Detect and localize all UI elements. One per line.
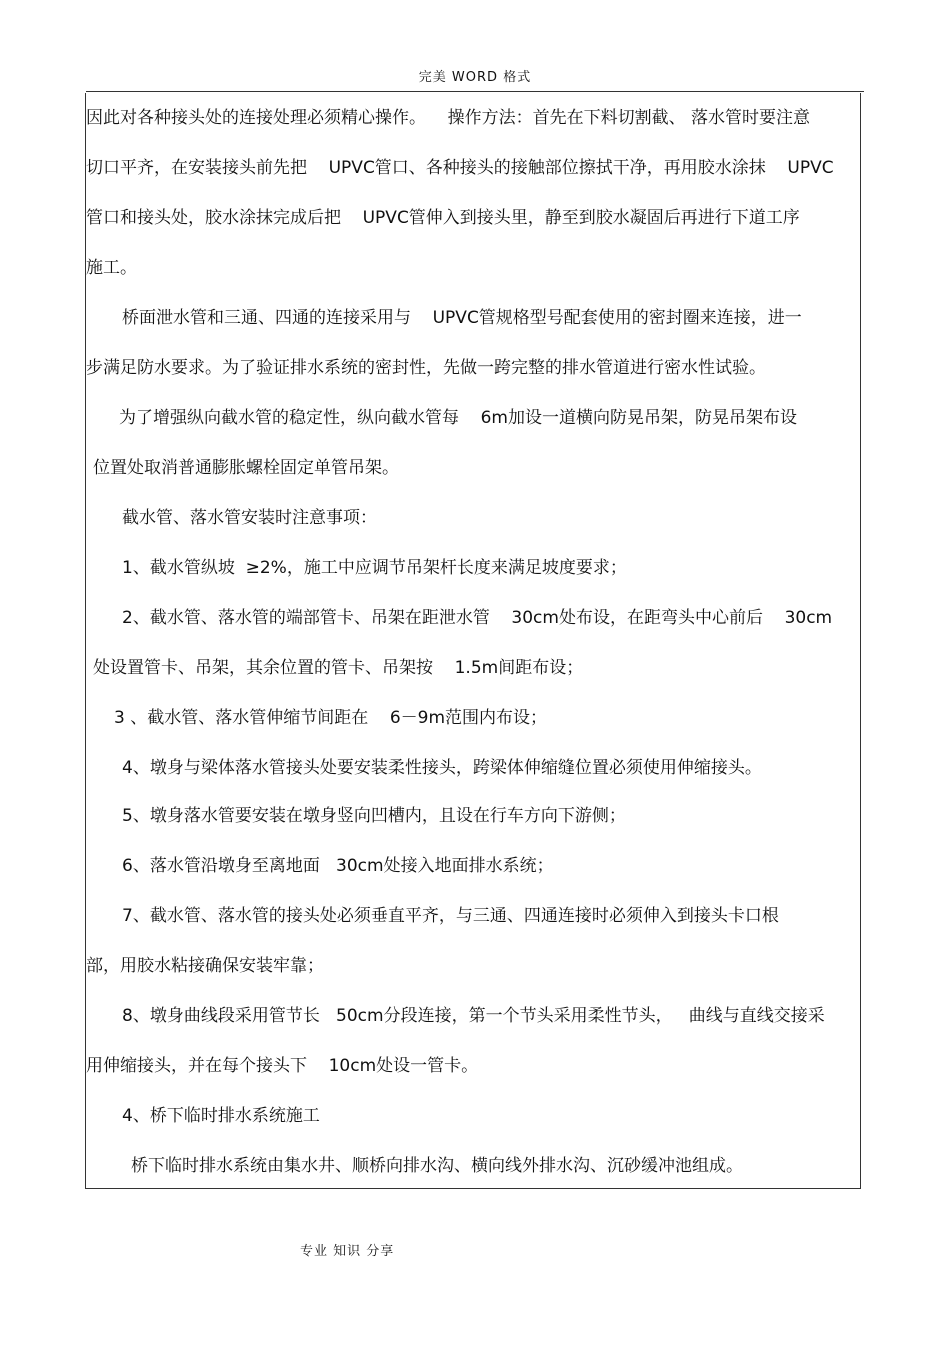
text-line: 管口和接头处，胶水涂抹完成后把 UPVC管伸入到接头里，静至到胶水凝固后再进行下道工序 (86, 208, 800, 228)
text-line: 8、墩身曲线段采用管节长 50cm分段连接，第一个节头采用柔性节头， 曲线与直线交接采 (122, 1006, 825, 1026)
text-line: 7、截水管、落水管的接头处必须垂直平齐，与三通、四通连接时必须伸入到接头卡口根 (122, 906, 779, 926)
header-rule (86, 91, 864, 92)
text-line: 用伸缩接头，并在每个接头下 10cm处设一管卡。 (86, 1056, 479, 1076)
text-line: 4、墩身与梁体落水管接头处要安装柔性接头，跨梁体伸缩缝位置必须使用伸缩接头。 (122, 758, 762, 778)
text-line: 因此对各种接头处的连接处理必须精心操作。 操作方法：首先在下料切割截、 落水管时要注意 (86, 108, 811, 128)
text-line: 3 、截水管、落水管伸缩节间距在 6－9m范围内布设； (114, 708, 548, 728)
text-line: 部，用胶水粘接确保安装牢靠； (86, 956, 324, 976)
text-line: 处设置管卡、吊架，其余位置的管卡、吊架按 1.5m间距布设； (93, 658, 584, 678)
text-line: 1、截水管纵坡 ≥2%，施工中应调节吊架杆长度来满足坡度要求； (122, 558, 627, 578)
page-header: 完美 WORD 格式 (418, 70, 532, 85)
text-line: 5、墩身落水管要安装在墩身竖向凹槽内，且设在行车方向下游侧； (122, 806, 626, 826)
text-line: 切口平齐，在安装接头前先把 UPVC管口、各种接头的接触部位擦拭干净，再用胶水涂抹 UPVC (86, 158, 834, 178)
text-line: 截水管、落水管安装时注意事项： (122, 508, 377, 528)
text-line: 施工。 (86, 258, 137, 278)
text-line: 2、截水管、落水管的端部管卡、吊架在距泄水管 30cm处布设，在距弯头中心前后 30cm (122, 608, 833, 628)
text-line: 6、落水管沿墩身至离地面 30cm处接入地面排水系统； (122, 856, 554, 876)
text-line: 桥面泄水管和三通、四通的连接采用与 UPVC管规格型号配套使用的密封圈来连接，进一 (122, 308, 802, 328)
text-line: 为了增强纵向截水管的稳定性，纵向截水管每 6m加设一道横向防晃吊架，防晃吊架布设 (119, 408, 797, 428)
text-line: 位置处取消普通膨胀螺栓固定单管吊架。 (93, 458, 399, 478)
text-line: 步满足防水要求。为了验证排水系统的密封性，先做一跨完整的排水管道进行密水性试验。 (86, 358, 766, 378)
page-footer: 专业 知识 分享 (300, 1244, 395, 1259)
text-line: 桥下临时排水系统由集水井、顺桥向排水沟、横向线外排水沟、沉砂缓冲池组成。 (131, 1156, 743, 1176)
text-line: 4、桥下临时排水系统施工 (122, 1106, 320, 1126)
